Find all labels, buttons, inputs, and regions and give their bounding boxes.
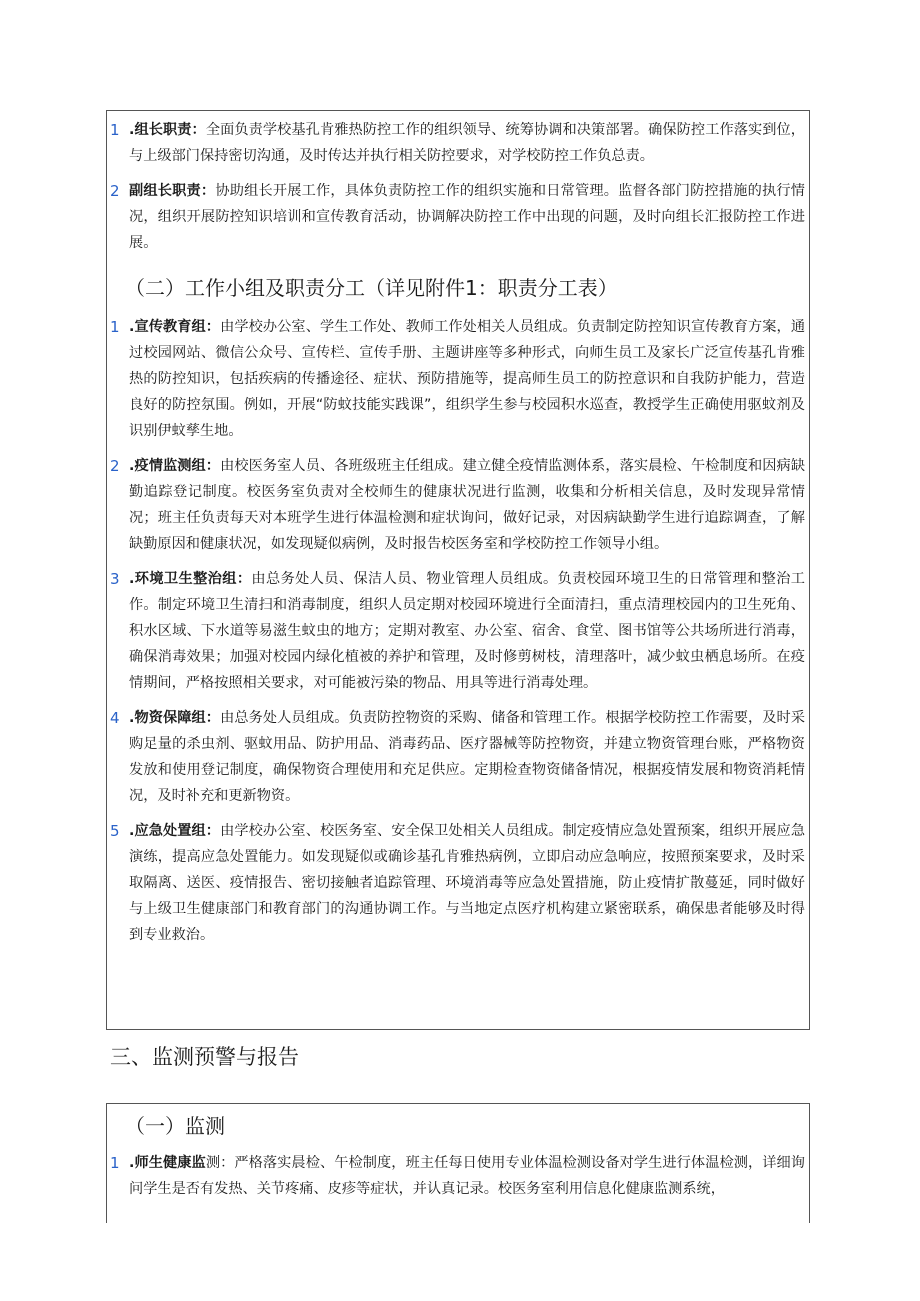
item-label: .组长职责：: [129, 122, 206, 138]
item-number: 2: [110, 457, 120, 475]
list-item: [107, 1150, 809, 1202]
item-label: .物资保障组：: [129, 710, 221, 726]
item-text: [129, 178, 805, 256]
item-label: .师生健康监: [129, 1155, 206, 1171]
item-number: 5: [110, 822, 120, 840]
item-body: 由校医务室人员、各班级班主任组成。建立健全疫情监测体系，落实晨检、午检制度和因病缺勤追踪登记制度。校医务室负责对全校师生的健康状况进行监测，收集和分析相关信息，及时发现异常情况；班主任负责每天对本班学生进行体温检测和症状询问，做好记录，对因病缺勤学生进行追踪调查，了解缺勤原因和健康状况，如发现疑似病例，及时报告校医务室和学校防控工作领导小组。: [129, 458, 806, 552]
item-body: 由学校办公室、校医务室、安全保卫处相关人员组成。制定疫情应急处置预案，组织开展应急演练，提高应急处置能力。如发现疑似或确诊基孔肯雅热病例，立即启动应急响应，按照预案要求，及时采取隔离、送医、疫情报告、密切接触者追踪管理、环境消毒等应急处置措施，防止疫情扩散蔓延，同时做好与上级卫生健康部门和教育部门的沟通协调工作。与当地定点医疗机构建立紧密联系，确保患者能够及时得到专业救治。: [129, 823, 806, 943]
item-number: 2: [110, 182, 120, 200]
list-item: [107, 453, 809, 557]
item-body: 测：严格落实晨检、午检制度，班主任每日使用专业体温检测设备对学生进行体温检测，详细询问学生是否有发热、关节疼痛、皮疹等症状，并认真记录。校医务室利用信息化健康监测系统，: [129, 1155, 805, 1197]
item-text: [129, 705, 805, 809]
list-item: [107, 314, 809, 444]
item-body: 协助组长开展工作，具体负责防控工作的组织实施和日常管理。监督各部门防控措施的执行情况，组织开展防控知识培训和宣传教育活动，协调解决防控工作中出现的问题，及时向组长汇报防控工作进展。: [129, 183, 805, 251]
item-number: 3: [110, 570, 120, 588]
monitoring-box: [106, 1103, 810, 1223]
section-title: （二）工作小组及职责分工（详见附件1：职责分工表）: [125, 276, 618, 300]
item-text: [129, 314, 805, 444]
subsection-title: （一）监测: [125, 1114, 225, 1138]
item-label: .应急处置组：: [129, 823, 221, 839]
item-text: [129, 818, 805, 948]
item-label: .宣传教育组：: [129, 319, 221, 335]
list-item: [107, 818, 809, 948]
item-number: 1: [110, 121, 120, 139]
item-text: [129, 566, 805, 696]
item-label: .疫情监测组：: [129, 458, 221, 474]
list-item: [107, 178, 809, 256]
item-body: 全面负责学校基孔肯雅热防控工作的组织领导、统筹协调和决策部署。确保防控工作落实到位，与上级部门保持密切沟通，及时传达并执行相关防控要求，对学校防控工作负总责。: [129, 122, 805, 164]
item-body: 由总务处人员、保洁人员、物业管理人员组成。负责校园环境卫生的日常管理和整治工作。制定环境卫生清扫和消毒制度，组织人员定期对校园环境进行全面清扫，重点清理校园内的卫生死角、积水区域、下水道等易滋生蚊虫的地方；定期对教室、办公室、宿舍、食堂、图书馆等公共场所进行消毒，确保消毒效果；加强对校园内绿化植被的养护和管理，及时修剪树枝，清理落叶，减少蚊虫栖息场所。在疫情期间，严格按照相关要求，对可能被污染的物品、用具等进行消毒处理。: [129, 571, 805, 691]
item-text: [129, 117, 805, 169]
item-body: 由总务处人员组成。负责防控物资的采购、储备和管理工作。根据学校防控工作需要，及时采购足量的杀虫剂、驱蚊用品、防护用品、消毒药品、医疗器械等防控物资，并建立物资管理台账，严格物资发放和使用登记制度，确保物资合理使用和充足供应。定期检查物资储备情况，根据疫情发展和物资消耗情况，及时补充和更新物资。: [129, 710, 806, 804]
item-number: 1: [110, 1154, 120, 1172]
item-number: 1: [110, 318, 120, 336]
list-item: [107, 705, 809, 809]
list-item: [107, 566, 809, 696]
item-text: [129, 1150, 805, 1202]
item-text: [129, 453, 805, 557]
list-item: [107, 117, 809, 169]
item-label: 副组长职责：: [129, 183, 216, 199]
responsibility-box: [106, 110, 810, 1030]
chapter-title: 三、监测预警与报告: [110, 1045, 299, 1069]
item-number: 4: [110, 709, 120, 727]
item-label: .环境卫生整治组：: [129, 571, 252, 587]
item-body: 由学校办公室、学生工作处、教师工作处相关人员组成。负责制定防控知识宣传教育方案，通过校园网站、微信公众号、宣传栏、宣传手册、主题讲座等多种形式，向师生员工及家长广泛宣传基孔肯雅热的防控知识，包括疾病的传播途径、症状、预防措施等，提高师生员工的防控意识和自我防护能力，营造良好的防控氛围。例如，开展“防蚊技能实践课”，组织学生参与校园积水巡查，教授学生正确使用驱蚊剂及识别伊蚊孳生地。: [129, 319, 806, 439]
